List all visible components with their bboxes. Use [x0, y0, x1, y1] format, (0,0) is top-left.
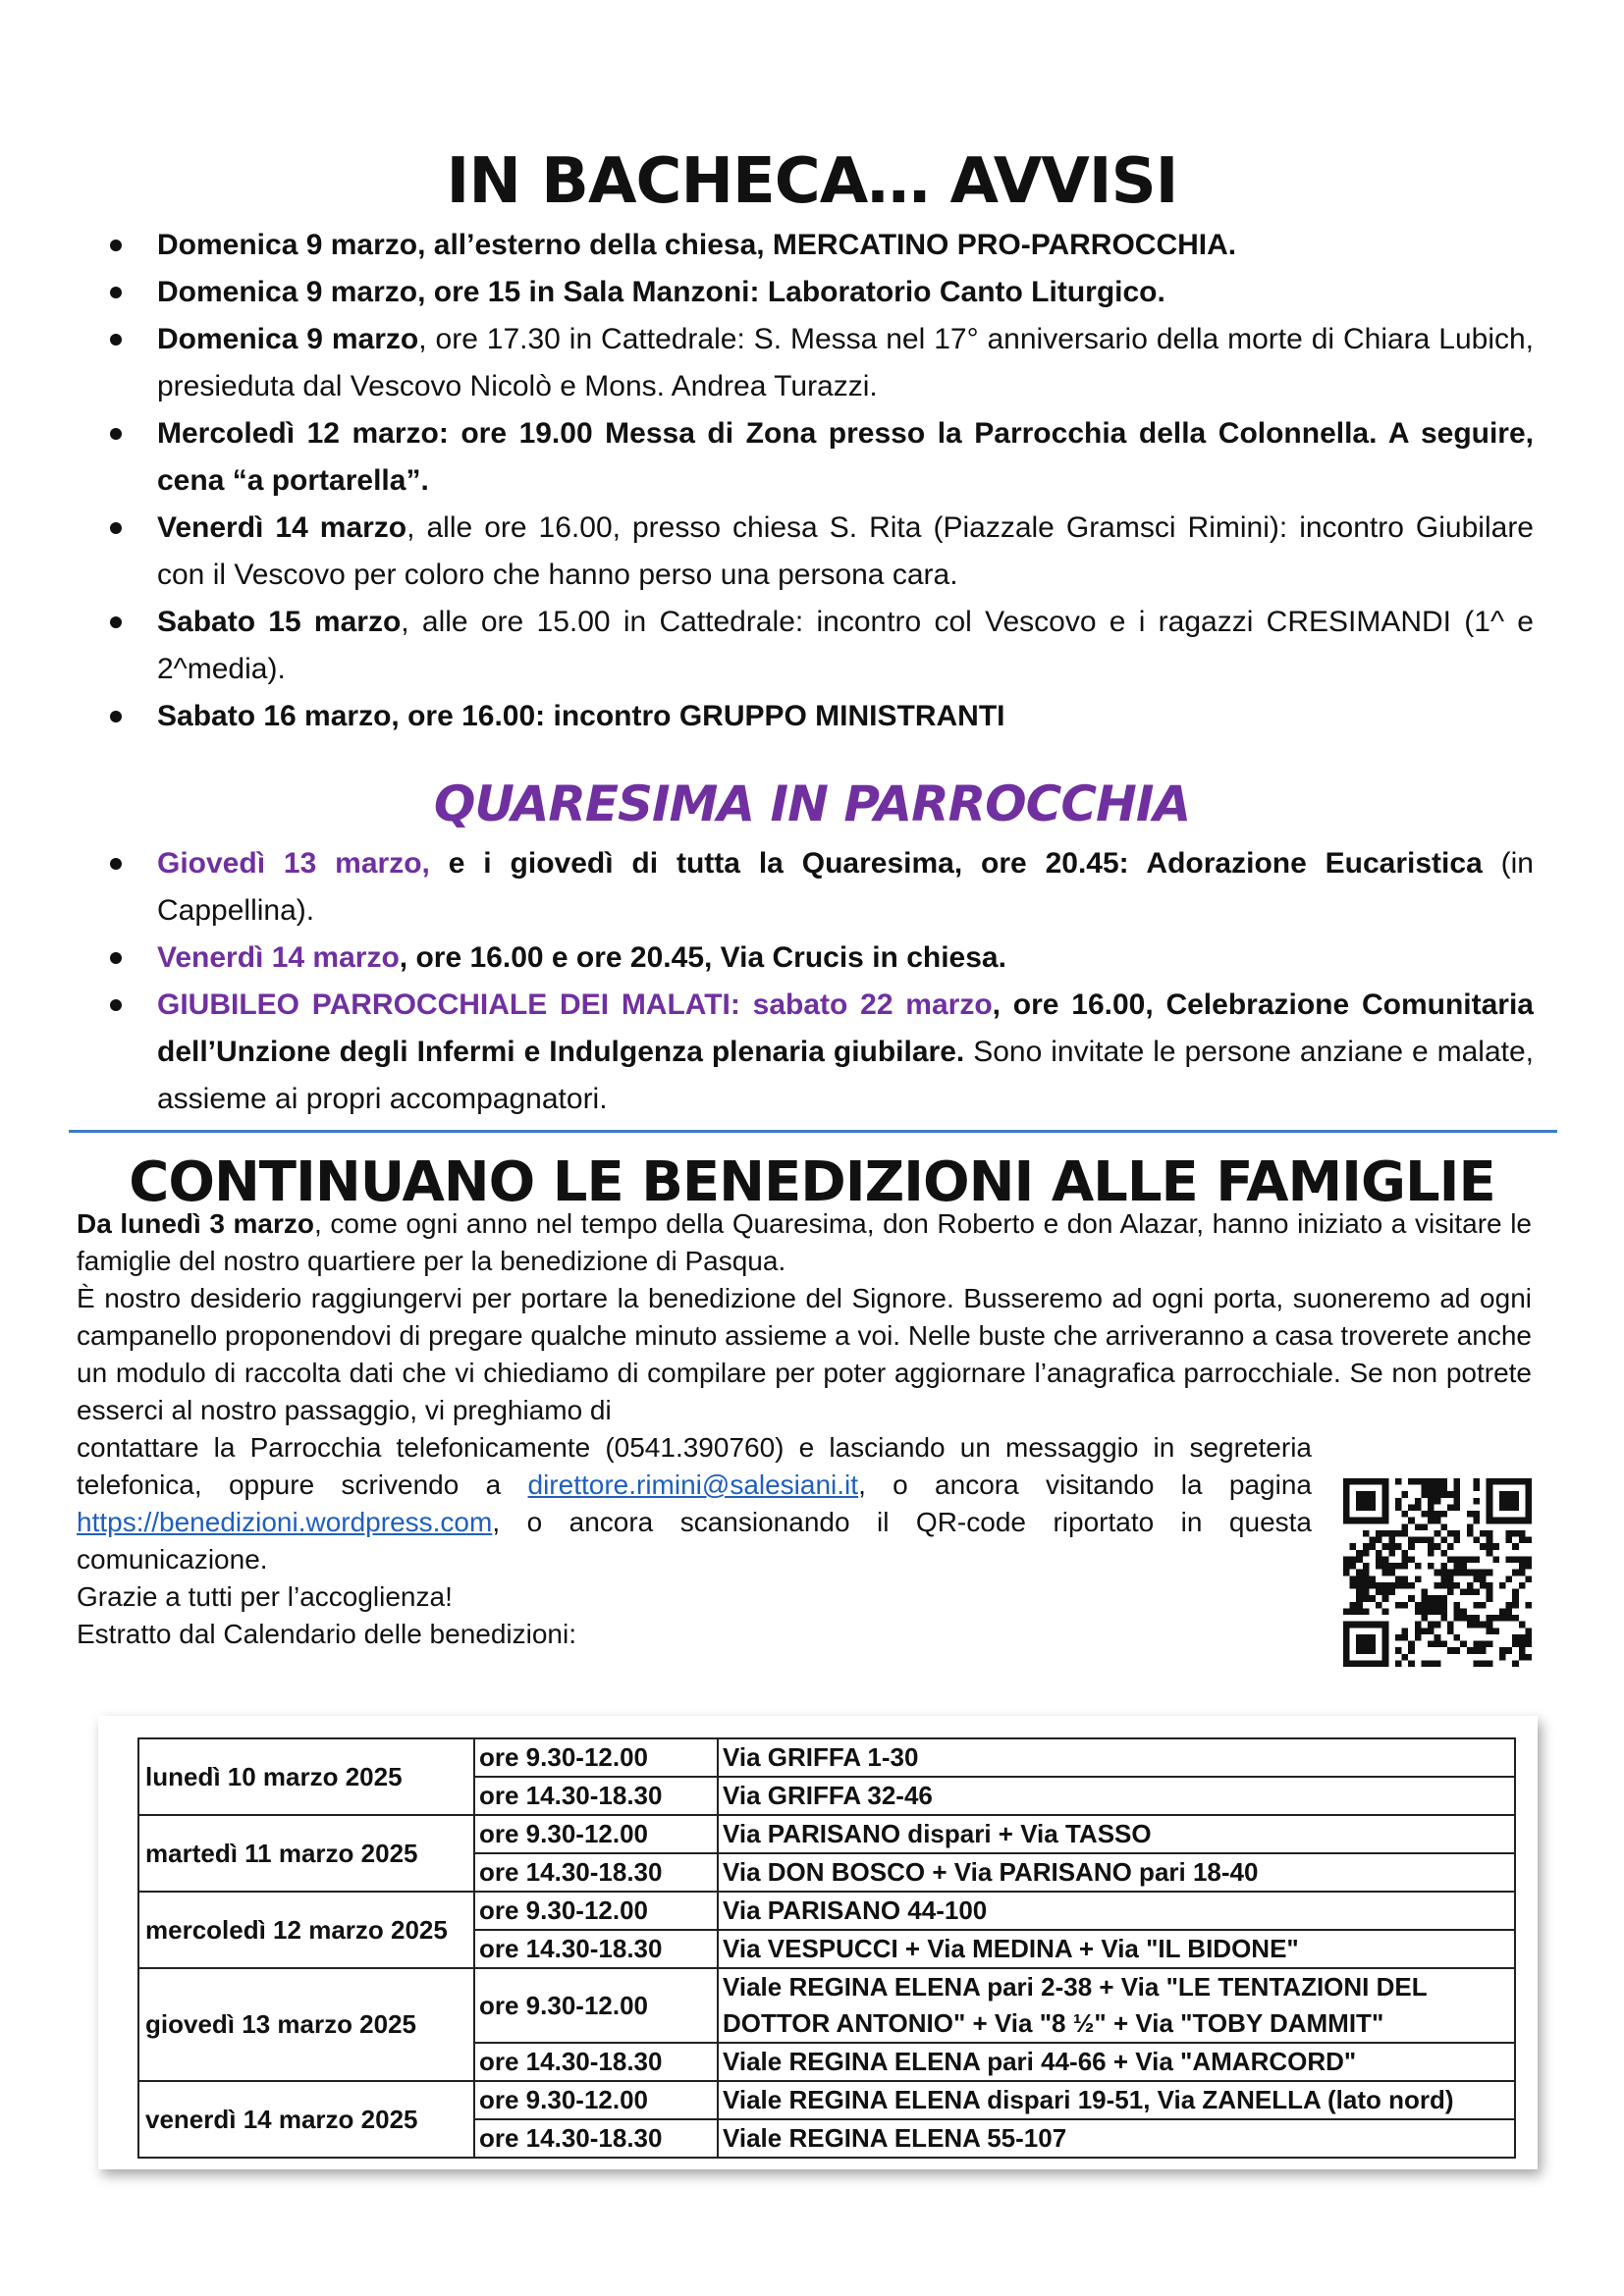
streets-cell: Viale REGINA ELENA pari 44-66 + Via "AMARCORD"	[718, 2043, 1515, 2081]
day-cell: venerdì 14 marzo 2025	[138, 2081, 474, 2158]
streets-cell: Via VESPUCCI + Via MEDINA + Via "IL BIDONE"	[718, 1930, 1515, 1968]
time-cell: ore 9.30-12.00	[474, 1738, 718, 1777]
list-item	[157, 934, 1534, 982]
table-row	[138, 1815, 1515, 1853]
item-date: Venerdì 14 marzo	[157, 511, 407, 544]
avvisi-list	[157, 222, 1534, 740]
item-text: e i giovedì di tutta la Quaresima, ore 20.45: Adorazione Eucaristica	[429, 847, 1483, 880]
item-text: Sabato 16 marzo, ore 16.00: incontro GRUPPO MINISTRANTI	[157, 700, 1005, 732]
streets-cell: Viale REGINA ELENA pari 2-38 + Via "LE TENTAZIONI DEL DOTTOR ANTONIO" + Via "8 ½" + Via "TOBY DAMMIT"	[718, 1968, 1515, 2043]
item-text: , alle ore 15.00 in Cattedrale: incontro col Vescovo e i ragazzi CRESIMANDI (1^ e 2^media).	[157, 606, 1534, 685]
item-text: , ore 16.00, Celebrazione Comunitaria dell’Unzione degli Infermi e Indulgenza plenaria giubilare.	[157, 988, 1534, 1068]
time-cell: ore 9.30-12.00	[474, 1892, 718, 1930]
day-cell: lunedì 10 marzo 2025	[138, 1738, 474, 1815]
website-link[interactable]: https://benedizioni.wordpress.com	[77, 1507, 493, 1537]
list-item	[157, 693, 1534, 740]
benedizioni-text	[77, 1205, 1532, 1653]
quaresima-list	[157, 840, 1534, 1123]
time-cell: ore 9.30-12.00	[474, 1815, 718, 1853]
section-divider	[69, 1130, 1557, 1133]
day-cell: giovedì 13 marzo 2025	[138, 1968, 474, 2081]
list-item	[157, 599, 1534, 693]
time-cell: ore 9.30-12.00	[474, 1968, 718, 2043]
streets-cell: Via PARISANO 44-100	[718, 1892, 1515, 1930]
qr-code-graphic	[1343, 1478, 1532, 1667]
item-date: Domenica 9 marzo	[157, 323, 419, 355]
list-item	[157, 410, 1534, 505]
paragraph	[77, 1205, 1532, 1280]
item-text: Domenica 9 marzo, ore 15 in Sala Manzoni: Laboratorio Canto Liturgico.	[157, 276, 1165, 308]
streets-cell: Via DON BOSCO + Via PARISANO pari 18-40	[718, 1853, 1515, 1892]
paragraph-text: , come ogni anno nel tempo della Quaresima, don Roberto e don Alazar, hanno iniziato a visitare le famiglie del nostro quartiere per la benedizione di Pasqua.	[77, 1208, 1532, 1276]
benedizioni-title: CONTINUANO LE BENEDIZIONI ALLE FAMIGLIE	[129, 1150, 1495, 1214]
streets-cell: Viale REGINA ELENA 55-107	[718, 2119, 1515, 2158]
item-note: (in Cappellina).	[157, 847, 1534, 927]
item-text: Mercoledì 12 marzo: ore 19.00 Messa di Zona presso la Parrocchia della Colonnella. A seguire, cena “a portarella”.	[157, 417, 1534, 497]
time-cell: ore 14.30-18.30	[474, 1853, 718, 1892]
item-date: Venerdì 14 marzo	[157, 941, 400, 974]
paragraph-text: , o ancora visitando la pagina	[858, 1469, 1312, 1500]
paragraph-date: Da lunedì 3 marzo	[77, 1208, 314, 1239]
list-item	[157, 982, 1534, 1123]
quaresima-title: QUARESIMA IN PARROCCHIA	[433, 775, 1191, 832]
paragraph: Grazie a tutti per l’accoglienza!	[77, 1581, 453, 1612]
paragraph: Estratto dal Calendario delle benedizioni:	[77, 1619, 576, 1649]
list-item	[157, 505, 1534, 599]
item-text: , alle ore 16.00, presso chiesa S. Rita (Piazzale Gramsci Rimini): incontro Giubilare con il Vescovo per coloro che hanno perso una persona cara.	[157, 511, 1534, 591]
day-cell: martedì 11 marzo 2025	[138, 1815, 474, 1892]
time-cell: ore 14.30-18.30	[474, 2119, 718, 2158]
table-row	[138, 2081, 1515, 2119]
list-item	[157, 316, 1534, 410]
list-item	[157, 269, 1534, 316]
item-text: , ore 16.00 e ore 20.45, Via Crucis in chiesa.	[399, 941, 1006, 974]
calendar-table-image	[98, 1716, 1538, 2169]
table-row	[138, 1892, 1515, 1930]
qr-code-icon[interactable]	[1343, 1478, 1532, 1667]
item-date: GIUBILEO PARROCCHIALE DEI MALATI: sabato 22 marzo	[157, 988, 993, 1021]
list-item	[157, 222, 1534, 269]
list-item	[157, 840, 1534, 934]
time-cell: ore 14.30-18.30	[474, 1930, 718, 1968]
streets-cell: Via GRIFFA 32-46	[718, 1777, 1515, 1815]
item-note: Sono invitate le persone anziane e malate, assieme ai propri accompagnatori.	[157, 1036, 1534, 1115]
table-row	[138, 1968, 1515, 2043]
email-link[interactable]: direttore.rimini@salesiani.it	[527, 1469, 859, 1500]
table-row	[138, 1738, 1515, 1777]
item-text: , ore 17.30 in Cattedrale: S. Messa nel 17° anniversario della morte di Chiara Lubich, presieduta dal Vescovo Nicolò e Mons. Andrea Turazzi.	[157, 323, 1535, 402]
calendar-table	[137, 1737, 1516, 2159]
page-title: IN BACHECA… AVVISI	[446, 145, 1178, 218]
day-cell: mercoledì 12 marzo 2025	[138, 1892, 474, 1968]
item-date: Sabato 15 marzo	[157, 606, 402, 638]
item-date: Giovedì 13 marzo,	[157, 847, 430, 880]
streets-cell: Via GRIFFA 1-30	[718, 1738, 1515, 1777]
item-text: Domenica 9 marzo, all’esterno della chiesa, MERCATINO PRO-PARROCCHIA.	[157, 229, 1237, 261]
streets-cell: Via PARISANO dispari + Via TASSO	[718, 1815, 1515, 1853]
paragraph-text: , o ancora scansionando il QR-code riportato in questa comunicazione.	[77, 1507, 1312, 1575]
paragraph-text: contattare la Parrocchia telefonicamente (0541.390760) e lasciando un messaggio in segreteria telefonica, oppure scrivendo a	[77, 1432, 1312, 1500]
time-cell: ore 9.30-12.00	[474, 2081, 718, 2119]
time-cell: ore 14.30-18.30	[474, 1777, 718, 1815]
paragraph	[77, 1429, 1312, 1578]
paragraph: È nostro desiderio raggiungervi per portare la benedizione del Signore. Busseremo ad ogni porta, suoneremo ad ogni campanello proponendovi di pregare qualche minuto assieme a voi. Nelle buste che arriveranno a casa troverete anche un modulo di raccolta dati che vi chiediamo di compilare per poter aggiornare l’anagrafica parrocchiale. Se non potrete esserci al nostro passaggio, vi preghiamo di	[77, 1283, 1532, 1425]
time-cell: ore 14.30-18.30	[474, 2043, 718, 2081]
streets-cell: Viale REGINA ELENA dispari 19-51, Via ZANELLA (lato nord)	[718, 2081, 1515, 2119]
